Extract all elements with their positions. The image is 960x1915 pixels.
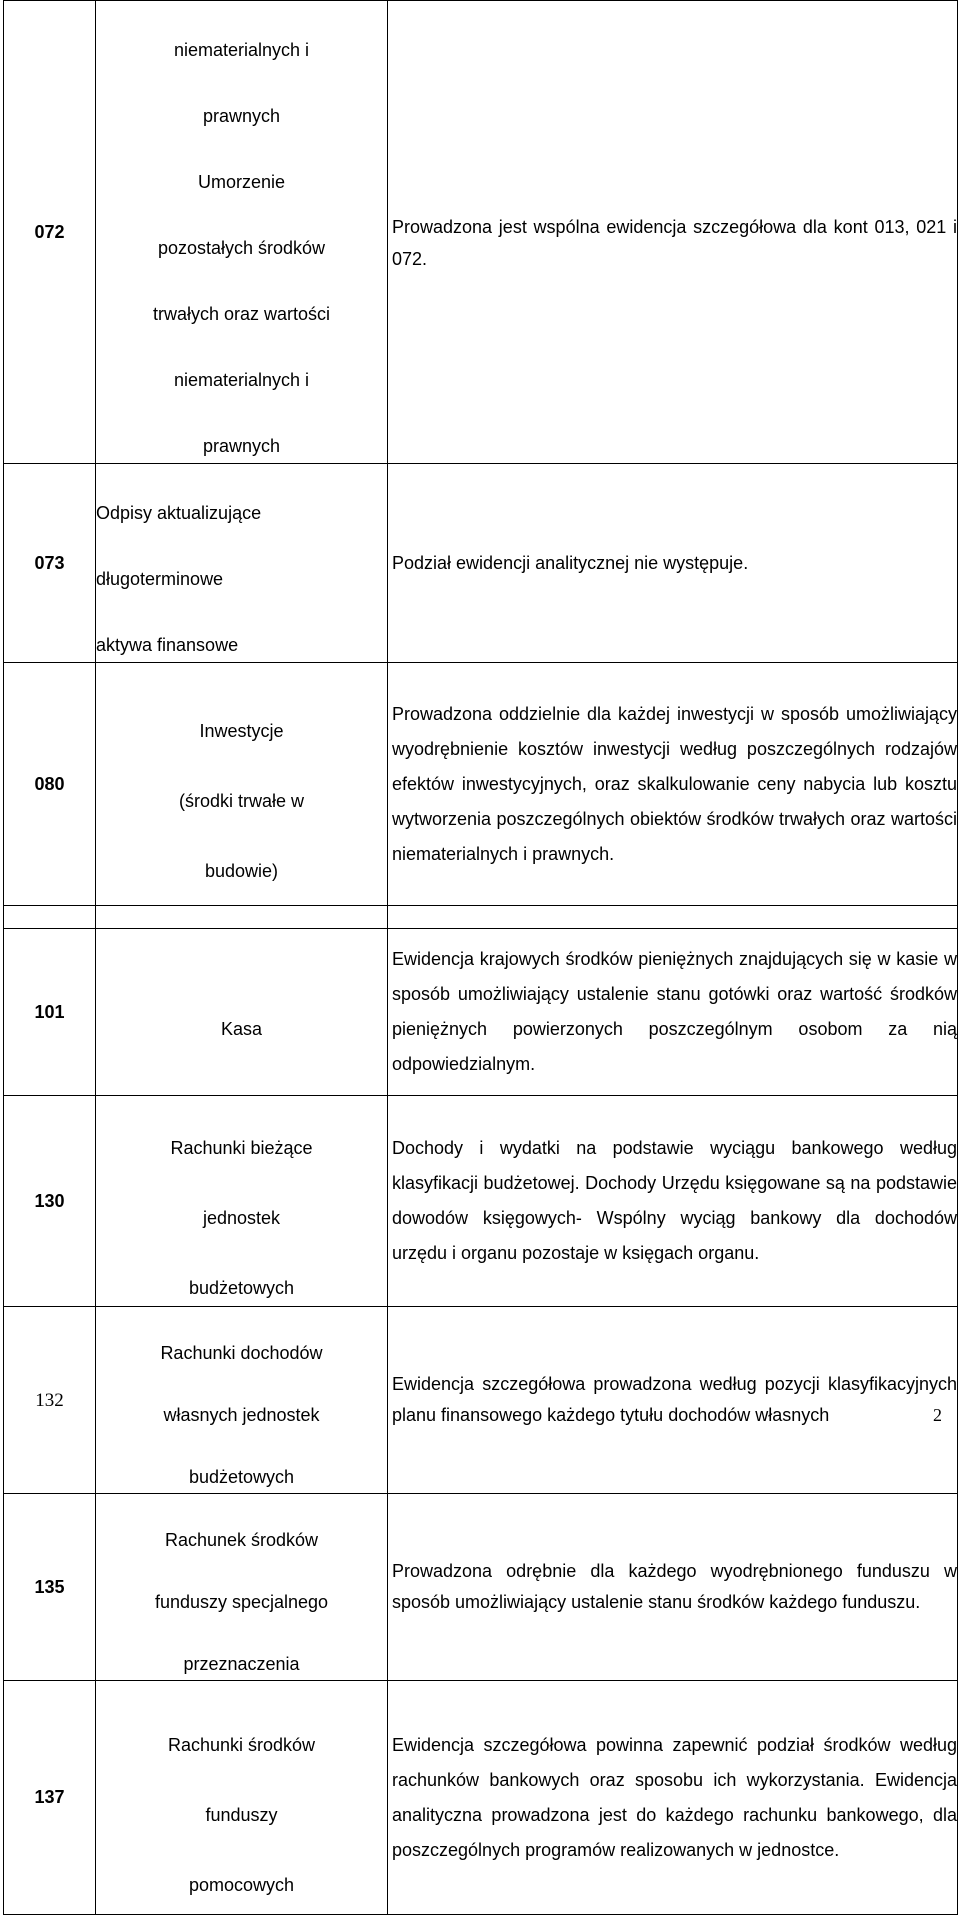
account-description-text: Prowadzona oddzielnie dla każdej inwestycji w sposób umożliwiający wyodrębnienie kosztów inwestycji według poszczególnych rodzajów efektów inwestycyjnych, oraz skalkulowanie ceny nabycia lub kosztu wytworzenia poszczególnych obiektów środków trwałych oraz wartości niematerialnych i prawnych. xyxy=(392,703,957,864)
account-name xyxy=(96,1681,388,1915)
account-number: 080 xyxy=(4,663,96,906)
account-description xyxy=(388,464,958,663)
account-description xyxy=(388,929,958,1096)
account-name xyxy=(96,1307,388,1494)
account-description xyxy=(388,1307,958,1494)
account-name xyxy=(96,464,388,663)
account-name-line: Kasa xyxy=(220,1019,263,1039)
account-name-line: prawnych xyxy=(202,436,281,456)
account-description-text: Ewidencja szczegółowa powinna zapewnić podział środków według rachunków bankowych oraz sposobu ich wykorzystania. Ewidencja analityczna prowadzona jest do każdego rachunku bankowego, dla poszczególnych programów realizowanych w jednostce. xyxy=(392,1734,957,1860)
account-name xyxy=(96,1096,388,1307)
account-description-text: Ewidencja szczegółowa prowadzona według pozycji klasyfikacyjnych planu finansowego każdego tytułu dochodów własnych xyxy=(392,1374,957,1425)
account-description-text: Prowadzona jest wspólna ewidencja szczegółowa dla kont 013, 021 i 072. xyxy=(392,217,957,269)
account-name-line: jednostek xyxy=(202,1208,281,1228)
account-name-line: niematerialnych i xyxy=(173,370,310,390)
account-name-line: prawnych xyxy=(202,106,281,126)
account-name-line: pomocowych xyxy=(188,1874,295,1895)
table-row xyxy=(4,663,958,906)
account-name xyxy=(96,1,388,464)
page-number: 2 xyxy=(933,1405,942,1425)
account-description xyxy=(388,1494,958,1681)
account-number: 101 xyxy=(4,929,96,1096)
account-description xyxy=(388,1681,958,1915)
account-name-line: Rachunki bieżące xyxy=(170,1138,313,1158)
account-name-line: (środki trwałe w xyxy=(178,791,305,811)
account-name-line: funduszy specjalnego xyxy=(154,1592,329,1612)
account-number: 130 xyxy=(4,1096,96,1307)
account-name-line: Odpisy aktualizujące xyxy=(96,503,262,523)
table-row xyxy=(4,1307,958,1494)
account-name-line: Rachunek środków xyxy=(164,1530,319,1550)
table-row xyxy=(4,1,958,464)
account-description-text: Prowadzona odrębnie dla każdego wyodrębnionego funduszu w sposób umożliwiający ustalenie stanu środków każdego funduszu. xyxy=(392,1561,957,1612)
account-number: 073 xyxy=(4,464,96,663)
accounts-table xyxy=(3,0,958,1915)
account-name-line: budowie) xyxy=(204,861,279,881)
account-name-line: własnych jednostek xyxy=(163,1405,320,1425)
account-name-line: pozostałych środków xyxy=(157,238,326,258)
table-row xyxy=(4,1681,958,1915)
account-description xyxy=(388,1096,958,1307)
table-row xyxy=(4,929,958,1096)
account-description xyxy=(388,663,958,906)
account-number: 137 xyxy=(4,1681,96,1915)
account-name-line: Inwestycje xyxy=(199,721,284,741)
account-description xyxy=(388,1,958,464)
account-description-text: Podział ewidencji analitycznej nie występuje. xyxy=(392,552,749,573)
table-row xyxy=(4,464,958,663)
account-name-line: Rachunki dochodów xyxy=(160,1343,323,1363)
account-name-line: Rachunki środków xyxy=(167,1734,316,1755)
account-description-text: Ewidencja krajowych środków pieniężnych znajdujących się w kasie w sposób umożliwiający ustalenie stanu gotówki oraz wartość środków pieniężnych powierzonych poszczególnym osobom za nią odpowiedzialnym. xyxy=(392,949,957,1074)
account-name-line: funduszy xyxy=(205,1804,278,1825)
account-name-line: budżetowych xyxy=(188,1278,295,1298)
account-name-line: Umorzenie xyxy=(197,172,286,192)
account-number: 132 xyxy=(4,1307,96,1494)
account-name xyxy=(96,663,388,906)
account-name-line: aktywa finansowe xyxy=(96,635,239,655)
account-number: 072 xyxy=(4,1,96,464)
account-name xyxy=(96,929,388,1096)
account-name xyxy=(96,1494,388,1681)
table-row xyxy=(4,1494,958,1681)
account-description-text: Dochody i wydatki na podstawie wyciągu bankowego według klasyfikacji budżetowej. Dochody Urzędu księgowane są na podstawie dowodów księgowych- Wspólny wyciąg bankowy dla dochodów urzędu i organu pozostaje w księgach organu. xyxy=(392,1138,957,1263)
account-number: 135 xyxy=(4,1494,96,1681)
account-name-line: przeznaczenia xyxy=(183,1654,300,1674)
account-name-line: długoterminowe xyxy=(96,569,224,589)
account-name-line: niematerialnych i xyxy=(173,40,310,60)
spacer-row xyxy=(4,906,958,929)
account-name-line: budżetowych xyxy=(188,1467,295,1487)
table-row xyxy=(4,1096,958,1307)
account-name-line: trwałych oraz wartości xyxy=(152,304,331,324)
